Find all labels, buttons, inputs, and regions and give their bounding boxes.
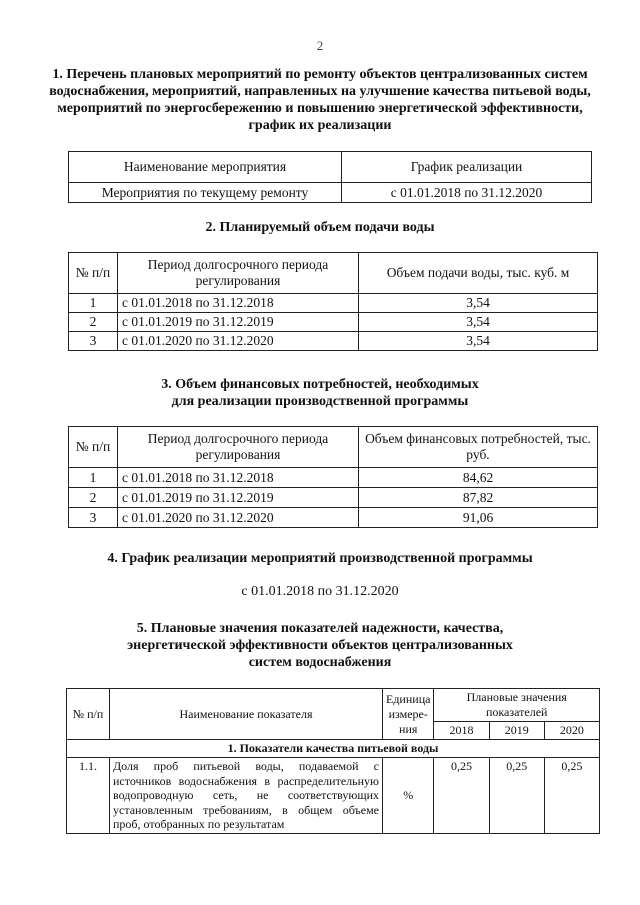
value-2020: 0,25 (544, 758, 599, 834)
water-supply-table (68, 252, 598, 351)
table-row (69, 183, 592, 203)
section-4-period: с 01.01.2018 по 31.12.2020 (241, 584, 399, 599)
col-number: № п/п (69, 253, 118, 294)
table-header-row (69, 253, 598, 294)
row-period: с 01.01.2019 по 31.12.2019 (118, 313, 359, 332)
col-year: 2018 (434, 722, 489, 740)
table-row (69, 508, 598, 528)
row-period: с 01.01.2020 по 31.12.2020 (118, 508, 359, 528)
row-value: 87,82 (359, 488, 598, 508)
row-number: 1 (69, 468, 118, 488)
col-plan-values: Плановые значения показателей (434, 689, 600, 722)
section-5-title: 5. Плановые значения показателей надежности, качества, энергетической эффективности объектов централизованных систем водоснабжения (127, 621, 513, 670)
row-number: 1 (69, 294, 118, 313)
col-indicator-name: Наименование показателя (110, 689, 383, 740)
col-number: № п/п (67, 689, 110, 740)
section-heading: 1. Показатели качества питьевой воды (67, 740, 600, 758)
section-4-title: 4. График реализации мероприятий производственной программы (107, 551, 533, 566)
table-header-row (67, 689, 600, 722)
col-activity-name: Наименование мероприятия (69, 152, 342, 183)
page-number: 2 (316, 38, 324, 53)
table-row (69, 468, 598, 488)
table-row (69, 488, 598, 508)
table-row (69, 313, 598, 332)
indicator-name: Доля проб питьевой воды, подаваемой с источников водоснабжения в распределительную водопроводную сеть, не соответствующих установленным требованиям, в общем объеме проб, отобранных по результатам (110, 758, 383, 834)
row-number: 2 (69, 488, 118, 508)
col-number: № п/п (69, 427, 118, 468)
section-1-title: 1. Перечень плановых мероприятий по ремонту объектов централизованных систем водоснабжения, мероприятий, направленных на улучшение качества питьевой воды, мероприятий по энергосбережению и повышению энергетической эффективности, график их реализации (49, 67, 591, 133)
activity-period: с 01.01.2018 по 31.12.2020 (342, 183, 592, 203)
row-value: 84,62 (359, 468, 598, 488)
row-number: 3 (69, 508, 118, 528)
row-value: 3,54 (359, 294, 598, 313)
table-header-row (69, 427, 598, 468)
col-unit: Единица измере-ния (383, 689, 434, 740)
row-value: 3,54 (359, 313, 598, 332)
activity-name: Мероприятия по текущему ремонту (69, 183, 342, 203)
value-2018: 0,25 (434, 758, 489, 834)
row-number: 3 (69, 332, 118, 351)
table-row (69, 294, 598, 313)
col-volume: Объем подачи воды, тыс. куб. м (359, 253, 598, 294)
table-section-row (67, 740, 600, 758)
col-schedule: График реализации (342, 152, 592, 183)
section-3-title: 3. Объем финансовых потребностей, необходимых для реализации производственной программы (161, 377, 479, 409)
indicators-table (66, 688, 600, 834)
activities-table (68, 151, 592, 203)
row-value: 3,54 (359, 332, 598, 351)
financial-needs-table (68, 426, 598, 528)
table-row (69, 332, 598, 351)
row-period: с 01.01.2020 по 31.12.2020 (118, 332, 359, 351)
table-row (67, 758, 600, 834)
col-year: 2020 (544, 722, 599, 740)
row-number: 1.1. (67, 758, 110, 834)
row-period: с 01.01.2019 по 31.12.2019 (118, 488, 359, 508)
col-finance: Объем финансовых потребностей, тыс. руб. (359, 427, 598, 468)
row-number: 2 (69, 313, 118, 332)
row-period: с 01.01.2018 по 31.12.2018 (118, 468, 359, 488)
col-period: Период долгосрочного периода регулирования (118, 427, 359, 468)
table-header-row (69, 152, 592, 183)
value-2019: 0,25 (489, 758, 544, 834)
indicator-unit: % (383, 758, 434, 834)
section-2-title: 2. Планируемый объем подачи воды (205, 220, 435, 235)
row-value: 91,06 (359, 508, 598, 528)
col-period: Период долгосрочного периода регулирования (118, 253, 359, 294)
col-year: 2019 (489, 722, 544, 740)
row-period: с 01.01.2018 по 31.12.2018 (118, 294, 359, 313)
